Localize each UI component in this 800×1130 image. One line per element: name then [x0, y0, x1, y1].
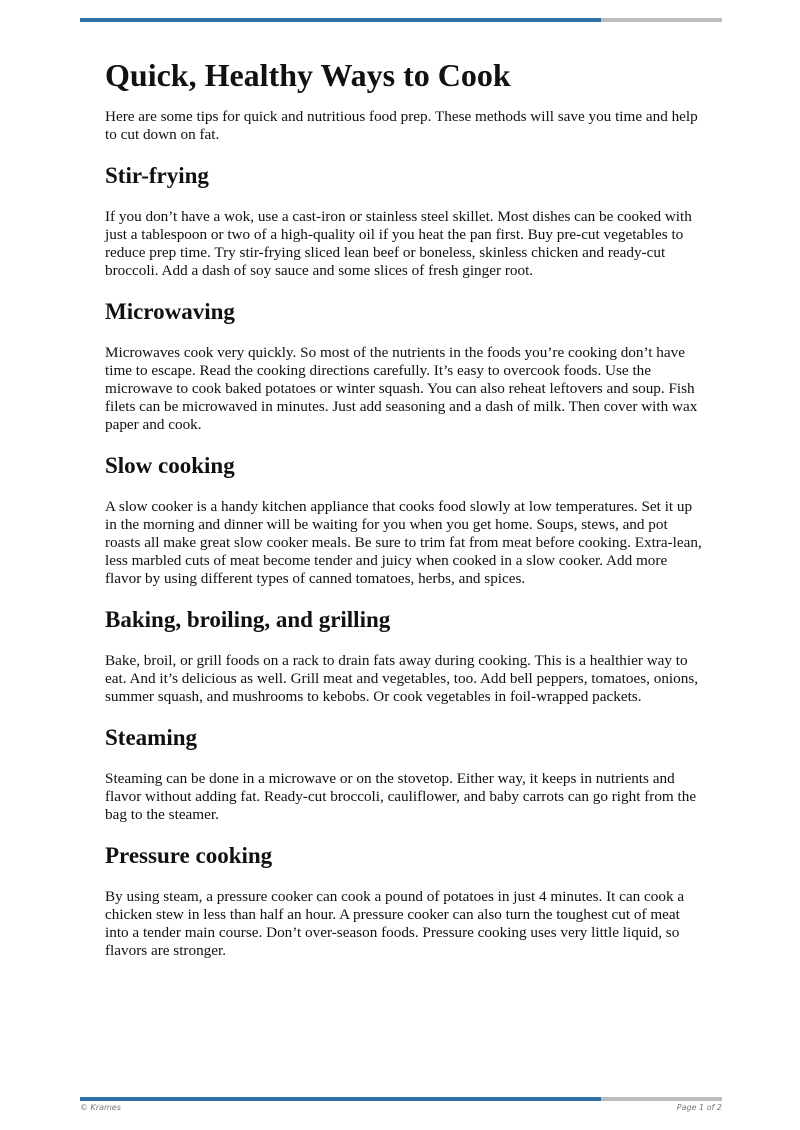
section-heading: Steaming — [105, 725, 197, 750]
section-body: Steaming can be done in a microwave or on the stovetop. Either way, it keeps in nutrients and flavor without adding fat. Ready-cut broccoli, cauliflower, and baby carrots can go right from the bag to the steamer. — [105, 770, 697, 823]
section-baking-broiling-grilling — [105, 606, 705, 706]
intro-paragraph: Here are some tips for quick and nutritious food prep. These methods will save you time and help to cut down on fat. — [105, 108, 698, 143]
page-title: Quick, Healthy Ways to Cook — [105, 57, 511, 93]
section-pressure-cooking — [105, 842, 705, 960]
header-rule — [80, 18, 722, 22]
section-heading: Pressure cooking — [105, 843, 273, 868]
section-body: Microwaves cook very quickly. So most of the nutrients in the foods you’re cooking don’t have time to escape. Read the cooking directions carefully. It’s easy to overcook foods. Use the microwave to cook baked potatoes or winter squash. You can also reheat leftovers and soup. Fish filets can be microwaved in minutes. Just add seasoning and a dash of milk. Then cover with wax paper and cook. — [105, 344, 698, 433]
header-rule-gray — [601, 18, 722, 22]
section-heading: Slow cooking — [105, 453, 235, 478]
section-steaming — [105, 724, 705, 824]
section-body: Bake, broil, or grill foods on a rack to drain fats away during cooking. This is a healthier way to eat. And it’s delicious as well. Grill meat and vegetables, too. Add bell peppers, tomatoes, onions, summer squash, and mushrooms to kebobs. Or cook vegetables in foil-wrapped packets. — [105, 652, 699, 705]
section-body: By using steam, a pressure cooker can cook a pound of potatoes in just 4 minutes. It can cook a chicken stew in less than half an hour. A pressure cooker can also turn the toughest cut of meat into a tender main course. Don’t over-season foods. Pressure cooking uses very little liquid, so flavors are stronger. — [105, 888, 685, 959]
section-heading: Stir-frying — [105, 163, 209, 188]
section-stir-frying — [105, 162, 705, 280]
footer-rule-blue — [80, 1097, 601, 1101]
footer-rule-gray — [601, 1097, 722, 1101]
document-content — [105, 56, 705, 978]
section-body: A slow cooker is a handy kitchen appliance that cooks food slowly at low temperatures. Set it up in the morning and dinner will be waiting for you when you get home. Soups, stews, and pot roasts all make great slow cooker meals. Be sure to trim fat from meat before cooking. Extra-lean, less marbled cuts of meat become tender and juicy when cooked in a slow cooker. Add more flavor by using different types of canned tomatoes, herbs, and spices. — [105, 498, 702, 587]
section-heading: Baking, broiling, and grilling — [105, 607, 391, 632]
footer-copyright: © Krames — [80, 1103, 121, 1112]
footer-page-number: Page 1 of 2 — [676, 1103, 722, 1112]
section-microwaving — [105, 298, 705, 434]
header-rule-blue — [80, 18, 601, 22]
section-heading: Microwaving — [105, 299, 235, 324]
section-body: If you don’t have a wok, use a cast-iron or stainless steel skillet. Most dishes can be cooked with just a tablespoon or two of a high-quality oil if you heat the pan first. Buy pre-cut vegetables to reduce prep time. Try stir-frying sliced lean beef or boneless, skinless chicken and ready-cut broccoli. Add a dash of soy sauce and some slices of fresh ginger root. — [105, 208, 692, 279]
section-slow-cooking — [105, 452, 705, 588]
footer-rule — [80, 1097, 722, 1101]
